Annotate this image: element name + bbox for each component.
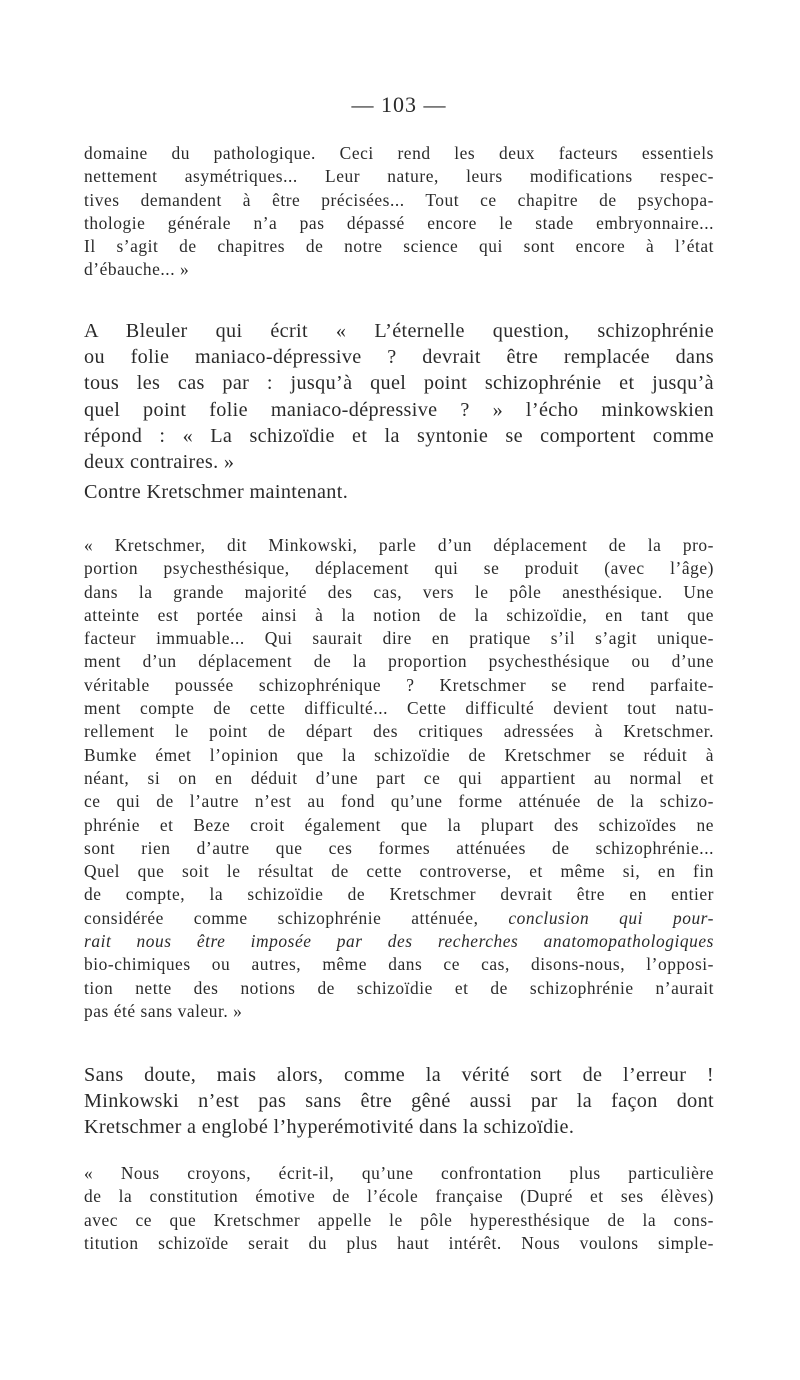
- italic-fragment: rait nous être imposée par des recherches anatomopathologiques: [84, 931, 714, 952]
- text-line: Contre Kretschmer maintenant.: [84, 481, 349, 503]
- text-line: Minkowski n’est pas sans être gêné aussi par la façon dont: [84, 1090, 714, 1113]
- text-line: rellement le point de départ des critiques adressées à Kretschmer.: [84, 721, 714, 742]
- text-line: répond : « La schizoïdie et la syntonie se comportent comme: [84, 424, 714, 447]
- text-line: ment d’un déplacement de la proportion psychesthésique ou d’une: [84, 651, 714, 672]
- page-number: — 103 —: [351, 92, 447, 117]
- text-line-italic: [84, 930, 714, 953]
- body-paragraph-sans-doute: [84, 1062, 714, 1141]
- text-line: quel point folie maniaco-dépressive ? » l’écho minkowskien: [84, 398, 714, 421]
- text-line: tives demandent à être précisées... Tout ce chapitre de psychopa-: [84, 189, 714, 210]
- text-line: Il s’agit de chapitres de notre science qui sont encore à l’état: [84, 236, 714, 257]
- body-paragraph-kretschmer: [84, 479, 714, 505]
- text-line: domaine du pathologique. Ceci rend les deux facteurs essentiels: [84, 143, 714, 163]
- text-line: néant, si on en déduit d’une part ce qui appartient au normal et: [84, 767, 714, 788]
- text-line: bio-chimiques ou autres, même dans ce cas, disons-nous, l’opposi-: [84, 954, 714, 975]
- text-line: tous les cas par : jusqu’à quel point schizophrénie et jusqu’à: [84, 372, 714, 395]
- text-line: thologie générale n’a pas dépassé encore le stade embryonnaire...: [84, 212, 714, 233]
- text-line: dans la grande majorité des cas, vers le pôle anesthésique. Une: [84, 581, 714, 602]
- text-line: de la constitution émotive de l’école française (Dupré et ses élèves): [84, 1186, 714, 1207]
- text-line: véritable poussée schizophrénique ? Kretschmer se rend parfaite-: [84, 674, 714, 695]
- text-line: deux contraires. »: [84, 451, 235, 474]
- text-line: ment compte de cette difficulté... Cette difficulté devient tout natu-: [84, 698, 714, 719]
- text-line: « Nous croyons, écrit-il, qu’une confrontation plus particulière: [84, 1163, 714, 1183]
- text-line: Kretschmer a englobé l’hyperémotivité dans la schizoïdie.: [84, 1116, 575, 1139]
- text-line: phrénie et Beze croit également que la plupart des schizoïdes ne: [84, 814, 714, 835]
- text-line: de compte, la schizoïdie de Kretschmer devrait être en entier: [84, 884, 714, 905]
- text-line: pas été sans valeur. »: [84, 1000, 243, 1021]
- body-paragraph-bleuler: [84, 318, 714, 475]
- text-line: d’ébauche... »: [84, 259, 190, 280]
- quote-paragraph-1: [84, 142, 714, 282]
- text-line: avec ce que Kretschmer appelle le pôle hyperesthésique de la cons-: [84, 1209, 714, 1230]
- text-line: nettement asymétriques... Leur nature, leurs modifications respec-: [84, 166, 714, 187]
- text-line: Bumke émet l’opinion que la schizoïdie de Kretschmer se réduit à: [84, 744, 714, 765]
- text-line: Quel que soit le résultat de cette controverse, et même si, en fin: [84, 861, 714, 882]
- text-line: ou folie maniaco-dépressive ? devrait être remplacée dans: [84, 346, 714, 369]
- text-line: titution schizoïde serait du plus haut intérêt. Nous voulons simple-: [84, 1232, 714, 1253]
- text-line: tion nette des notions de schizoïdie et de schizophrénie n’aurait: [84, 977, 714, 998]
- italic-fragment: conclusion qui pour-: [508, 907, 714, 928]
- text-line: portion psychesthésique, déplacement qui se produit (avec l’âge): [84, 558, 714, 579]
- text-line: atteinte est portée ainsi à la notion de la schizoïdie, en tant que: [84, 604, 714, 625]
- text-line: A Bleuler qui écrit « L’éternelle question, schizophrénie: [84, 320, 714, 342]
- text-line: facteur immuable... Qui saurait dire en pratique s’il s’agit unique-: [84, 628, 714, 649]
- quote-paragraph-3: [84, 1162, 714, 1255]
- text-line: ce qui de l’autre n’est au fond qu’une forme atténuée de la schizo-: [84, 791, 714, 812]
- text-fragment: considérée comme schizophrénie atténuée,: [84, 907, 479, 928]
- quote-paragraph-2: [84, 534, 714, 1023]
- text-line: Sans doute, mais alors, comme la vérité sort de l’erreur !: [84, 1064, 714, 1086]
- text-line: « Kretschmer, dit Minkowski, parle d’un déplacement de la pro-: [84, 535, 714, 555]
- text-line-mixed: [84, 907, 714, 930]
- text-line: sont rien d’autre que ces formes atténuées de schizophrénie...: [84, 837, 714, 858]
